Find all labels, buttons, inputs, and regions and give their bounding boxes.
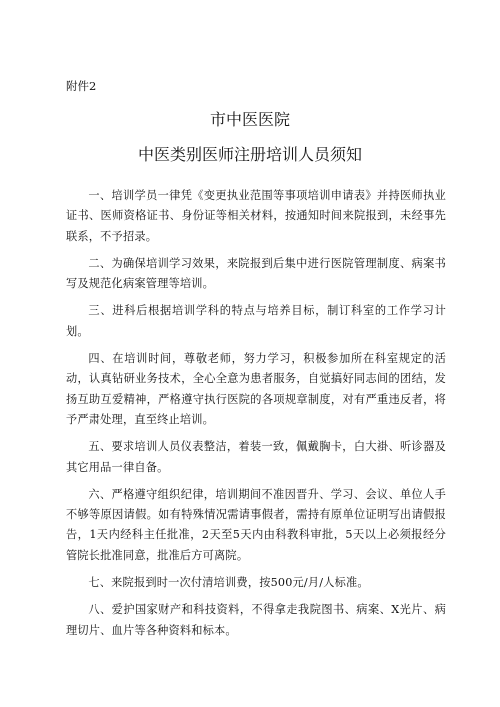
document-title: 中医类别医师注册培训人员须知 xyxy=(137,145,362,164)
notice-item-5: 五、要求培训人员仪表整洁，着装一致，佩戴胸卡，白大褂、听诊器及其它用品一律自备。 xyxy=(66,440,446,474)
notice-item-6: 六、严格遵守组织纪律，培训期间不准因晋升、学习、会议、单位人手不够等原因请假。如有特殊情况需请事假者，需持有原单位证明写出请假报告，1天内经科主任批准，2天至5天内由科教科审批，5天以上必须报经分管院长批准同意，批准后方可离院。 xyxy=(66,487,446,562)
notice-item-8: 八、爱护国家财产和科技资料，不得拿走我院图书、病案、X光片、病理切片、血片等各种资料和标本。 xyxy=(66,603,446,637)
notice-body xyxy=(66,186,446,648)
notice-item-3: 三、进科后根据培训学科的特点与培养目标，制订科室的工作学习计划。 xyxy=(66,304,446,338)
notice-item-1: 一、培训学员一律凭《变更执业范围等事项培训申请表》并持医师执业证书、医师资格证书、身份证等相关材料，按通知时间来院报到，未经事先联系，不予招录。 xyxy=(66,189,446,243)
notice-item-7: 七、来院报到时一次付清培训费，按500元/月/人标准。 xyxy=(88,576,369,590)
attachment-label: 附件2 xyxy=(66,79,97,93)
notice-item-2: 二、为确保培训学习效果，来院报到后集中进行医院管理制度、病案书写及规范化病案管理等培训。 xyxy=(66,256,446,291)
hospital-title: 市中医医院 xyxy=(209,110,290,129)
notice-item-4: 四、在培训时间，尊敬老师，努力学习，积极参加所在科室规定的活动，认真钻研业务技术，全心全意为患者服务，自觉搞好同志间的团结，发扬互助互爱精神，严格遵守执行医院的各项规章制度，对有严重违反者，将予严肃处理，直至终止培训。 xyxy=(66,352,446,426)
